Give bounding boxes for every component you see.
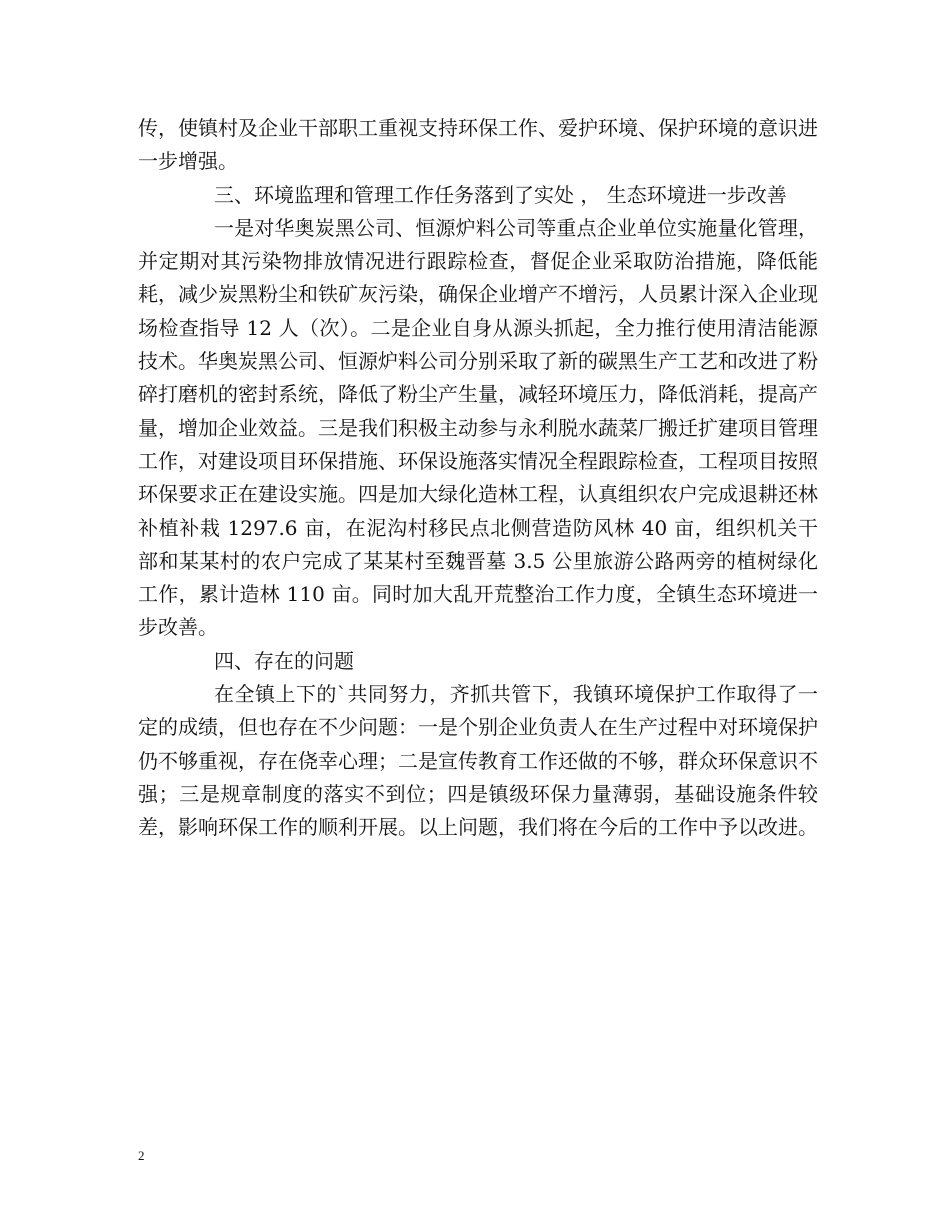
paragraph-continuation: 传，使镇村及企业干部职工重视支持环保工作、爱护环境、保护环境的意识进一步增强。 — [138, 116, 818, 174]
document-body — [138, 112, 818, 845]
page-number: 2 — [138, 1148, 145, 1163]
section-heading-3: 三、环境监理和管理工作任务落到了实处 ， 生态环境进一步改善 — [214, 182, 787, 207]
section-heading-4: 四、存在的问题 — [214, 648, 354, 673]
paragraph-section-4: 在全镇上下的`共同努力，齐抓共管下，我镇环境保护工作取得了一定的成绩，但也存在不少问题：一是个别企业负责人在生产过程中对环境保护仍不够重视，存在侥幸心理；二是宣传教育工作还做的不够，群众环保意识不强；三是规章制度的落实不到位；四是镇级环保力量薄弱，基础设施条件较差，影响环保工作的顺利开展。以上问题，我们将在今后的工作中予以改进。 — [138, 682, 818, 840]
paragraph-section-3: 一是对华奥炭黑公司、恒源炉料公司等重点企业单位实施量化管理，并定期对其污染物排放情况进行跟踪检查，督促企业采取防治措施，降低能耗，减少炭黑粉尘和铁矿灰污染，确保企业增产不增污，人员累计深入企业现场检查指导 12 人（次）。二是企业自身从源头抓起，全力推行使用清洁能源技术。华奥炭黑公司、恒源炉料公司分别采取了新的碳黑生产工艺和改进了粉碎打磨机的密封系统，降低了粉尘产生量，减轻环境压力，降低消耗，提高产量，增加企业效益。三是我们积极主动参与永利脱水蔬菜厂搬迁扩建项目管理工作，对建设项目环保措施、环保设施落实情况全程跟踪检查，工程项目按照环保要求正在建设实施。四是加大绿化造林工程，认真组织农户完成退耕还林补植补栽 1297.6 亩，在泥沟村移民点北侧营造防风林 40 亩，组织机关干部和某某村的农户完成了某某村至魏晋墓 3.5 公里旅游公路两旁的植树绿化工作，累计造林 110 亩。同时加大乱开荒整治工作力度，全镇生态环境进一步改善。 — [138, 215, 818, 640]
